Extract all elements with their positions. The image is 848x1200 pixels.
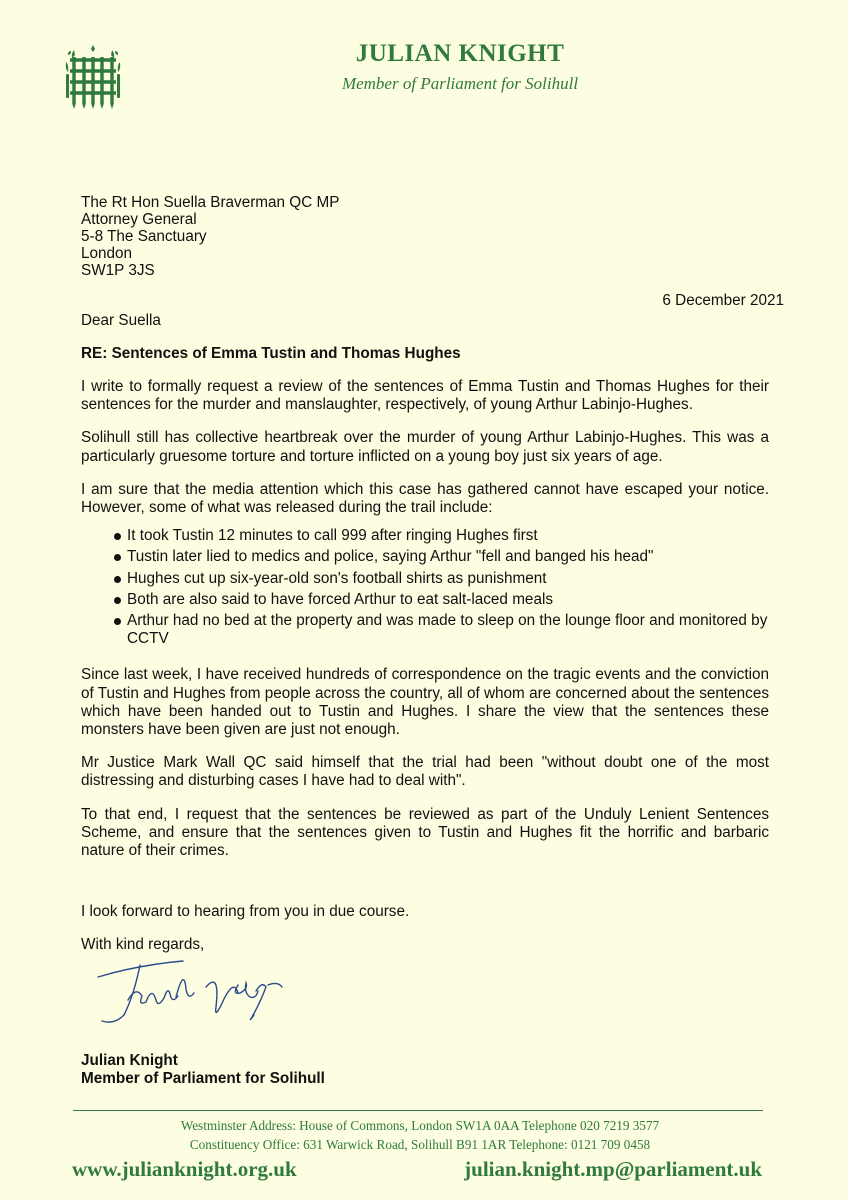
closing-sentence: I look forward to hearing from you in due course. [81, 903, 410, 920]
address-line: 5-8 The Sanctuary [81, 228, 207, 245]
letter-body [81, 378, 769, 875]
subject-line: RE: Sentences of Emma Tustin and Thomas Hughes [81, 345, 461, 362]
email-link[interactable]: julian.knight.mp@parliament.uk [464, 1157, 762, 1181]
address-line: London [81, 245, 133, 262]
address-line: The Rt Hon Suella Braverman QC MP [81, 194, 340, 211]
signoff-block [81, 1052, 325, 1088]
bullet-item: Hughes cut up six-year-old son's football shirts as punishment [127, 570, 769, 588]
body-paragraph: I write to formally request a review of the sentences of Emma Tustin and Thomas Hughes for their sentences for the murder and manslaughter, respectively, of young Arthur Labinjo-Hughes. [81, 378, 769, 414]
bullet-item: It took Tustin 12 minutes to call 999 after ringing Hughes first [127, 527, 769, 545]
mp-name-heading: JULIAN KNIGHT [355, 40, 565, 67]
bullet-item: Tustin later lied to medics and police, saying Arthur "fell and banged his head" [127, 548, 769, 566]
body-paragraph: Solihull still has collective heartbreak over the murder of young Arthur Labinjo-Hughes. This was a particularly gruesome torture and torture inflicted on a young boy just six years of age. [81, 429, 769, 465]
signoff-title: Member of Parliament for Solihull [81, 1070, 325, 1087]
address-line: Attorney General [81, 211, 197, 228]
portcullis-icon [64, 44, 122, 110]
regards-line: With kind regards, [81, 936, 205, 953]
address-line: SW1P 3JS [81, 262, 155, 279]
footer-divider [73, 1110, 763, 1111]
body-paragraph: To that end, I request that the sentences be reviewed as part of the Unduly Lenient Sentences Scheme, and ensure that the sentences given to Tustin and Hughes fit the horrific and barbaric nature of their crimes. [81, 805, 769, 860]
signoff-name: Julian Knight [81, 1052, 178, 1069]
body-paragraph: I am sure that the media attention which this case has gathered cannot have escaped your notice. However, some of what was released during the trail include: [81, 480, 769, 517]
salutation: Dear Suella [81, 312, 161, 329]
constituency-address: Constituency Office: 631 Warwick Road, Solihull B91 1AR Telephone: 0121 709 0458 [189, 1137, 651, 1152]
handwritten-signature-icon [88, 955, 308, 1030]
bullet-item: Arthur had no bed at the property and was made to sleep on the lounge floor and monitored by CCTV [127, 612, 768, 648]
recipient-address [81, 194, 339, 279]
website-link[interactable]: www.julianknight.org.uk [72, 1157, 297, 1181]
body-paragraph: Since last week, I have received hundreds of correspondence on the tragic events and the conviction of Tustin and Hughes from people across the country, all of whom are concerned about the sentences which have been handed out to Tustin and Hughes. I share the view that the sentences these monsters have been given are just not enough. [81, 666, 769, 739]
letter-date: 6 December 2021 [662, 292, 784, 309]
bullet-list [81, 527, 769, 648]
body-paragraph: Mr Justice Mark Wall QC said himself that the trial had been "without doubt one of the most distressing and disturbing cases I have had to deal with". [81, 754, 769, 790]
mp-constituency-subtitle: Member of Parliament for Solihull [341, 74, 579, 93]
bullet-item: Both are also said to have forced Arthur to eat salt-laced meals [127, 591, 769, 609]
westminster-address: Westminster Address: House of Commons, London SW1A 0AA Telephone 020 7219 3577 [180, 1118, 660, 1133]
